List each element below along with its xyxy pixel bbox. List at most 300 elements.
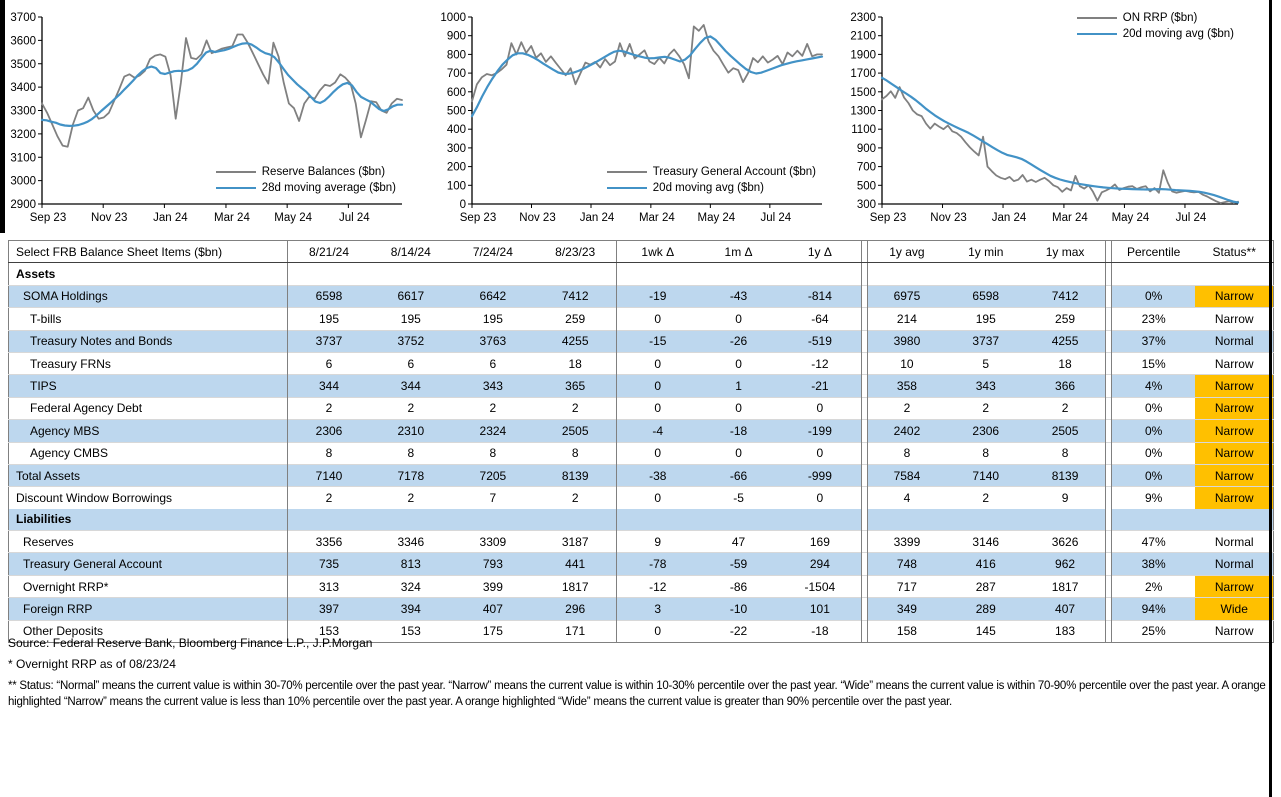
value-cell: 287	[946, 575, 1025, 597]
svg-text:200: 200	[446, 161, 466, 174]
value-cell: 18	[1025, 352, 1105, 374]
table-row	[9, 487, 1274, 509]
row-label: TIPS	[9, 375, 288, 397]
table-row	[9, 464, 1274, 486]
value-cell: 2	[1025, 397, 1105, 419]
value-cell: 145	[946, 620, 1025, 642]
value-cell: 4255	[1025, 330, 1105, 352]
value-cell: -814	[779, 285, 861, 307]
value-cell: 7178	[370, 464, 452, 486]
row-label: Treasury Notes and Bonds	[9, 330, 288, 352]
svg-text:1500: 1500	[850, 86, 876, 99]
svg-text:2900: 2900	[10, 199, 36, 211]
value-cell: 0	[779, 442, 861, 464]
svg-text:Nov 23: Nov 23	[519, 212, 556, 224]
table-header-row	[9, 241, 1274, 263]
legend-item	[216, 164, 396, 180]
status-badge: Narrow	[1195, 620, 1273, 642]
svg-text:1700: 1700	[850, 68, 876, 81]
value-cell: 1817	[534, 575, 617, 597]
row-label: Treasury General Account	[9, 553, 288, 575]
value-cell: 8	[370, 442, 452, 464]
value-cell: 153	[370, 620, 452, 642]
value-cell	[534, 263, 617, 285]
value-cell: 195	[946, 308, 1025, 330]
svg-text:Jan 24: Jan 24	[153, 212, 188, 224]
row-label: Agency CMBS	[9, 442, 288, 464]
value-cell: 3626	[1025, 531, 1105, 553]
value-cell: -12	[617, 575, 698, 597]
svg-text:2100: 2100	[850, 30, 876, 43]
column-header: 1m Δ	[698, 241, 779, 263]
table-row	[9, 352, 1274, 374]
svg-text:800: 800	[446, 49, 466, 62]
legend-item	[607, 180, 816, 196]
svg-text:Mar 24: Mar 24	[638, 212, 675, 224]
status-badge: Normal	[1195, 330, 1273, 352]
value-cell: 343	[946, 375, 1025, 397]
svg-text:3600: 3600	[10, 35, 36, 48]
table-row	[9, 308, 1274, 330]
value-cell: 441	[534, 553, 617, 575]
svg-text:500: 500	[856, 180, 876, 193]
value-cell	[867, 263, 946, 285]
status-badge: Narrow	[1195, 397, 1273, 419]
value-cell: 0	[698, 308, 779, 330]
value-cell: -519	[779, 330, 861, 352]
legend-label: 28d moving average ($bn)	[261, 182, 396, 194]
value-cell: 0	[779, 487, 861, 509]
value-cell: 214	[867, 308, 946, 330]
value-cell	[370, 509, 452, 531]
value-cell: -19	[617, 285, 698, 307]
svg-text:3000: 3000	[10, 175, 36, 188]
value-cell: 4255	[534, 330, 617, 352]
svg-text:3200: 3200	[10, 128, 36, 141]
value-cell	[867, 509, 946, 531]
value-cell: 0	[617, 620, 698, 642]
svg-text:Jul 24: Jul 24	[760, 212, 792, 224]
value-cell: 2306	[288, 420, 370, 442]
blue-line-swatch-icon	[607, 187, 647, 189]
percentile-cell: 47%	[1111, 531, 1195, 553]
column-header: Status**	[1195, 241, 1273, 263]
row-label: Liabilities	[9, 509, 288, 531]
column-header: 8/21/24	[288, 241, 370, 263]
legend-item	[607, 164, 816, 180]
table-row	[9, 375, 1274, 397]
value-cell: 1817	[1025, 575, 1105, 597]
row-label: Treasury FRNs	[9, 352, 288, 374]
value-cell: 1	[698, 375, 779, 397]
row-label: Foreign RRP	[9, 598, 288, 620]
column-header: Percentile	[1111, 241, 1195, 263]
row-label: Assets	[16, 267, 56, 282]
value-cell: 6617	[370, 285, 452, 307]
legend-label: Treasury General Account ($bn)	[652, 166, 816, 178]
legend-label: 20d moving avg ($bn)	[652, 182, 765, 194]
value-cell: 183	[1025, 620, 1105, 642]
value-cell: -64	[779, 308, 861, 330]
value-cell: -18	[779, 620, 861, 642]
svg-text:700: 700	[446, 68, 466, 81]
value-cell: 2	[288, 487, 370, 509]
value-cell: 3399	[867, 531, 946, 553]
value-cell: 2505	[534, 420, 617, 442]
status-badge: Narrow	[1195, 352, 1273, 374]
value-cell	[534, 509, 617, 531]
value-cell: 259	[534, 308, 617, 330]
svg-text:700: 700	[856, 161, 876, 174]
value-cell: -78	[617, 553, 698, 575]
value-cell: 8	[534, 442, 617, 464]
value-cell	[288, 263, 370, 285]
value-cell: 6975	[867, 285, 946, 307]
gray-line-swatch-icon	[1077, 17, 1117, 19]
value-cell: 9	[1025, 487, 1105, 509]
value-cell: 259	[1025, 308, 1105, 330]
value-cell: 344	[288, 375, 370, 397]
svg-text:1100: 1100	[851, 124, 876, 137]
value-cell: 8	[452, 442, 534, 464]
svg-text:May 24: May 24	[697, 212, 736, 224]
percentile-cell: 0%	[1111, 397, 1195, 419]
value-cell: -22	[698, 620, 779, 642]
value-cell: 349	[867, 598, 946, 620]
value-cell: 0	[617, 308, 698, 330]
value-cell: 0	[617, 487, 698, 509]
legend-item	[216, 180, 396, 196]
page-edge-artifact-right	[1269, 0, 1272, 797]
value-cell: -999	[779, 464, 861, 486]
value-cell: 2	[534, 487, 617, 509]
value-cell	[1025, 509, 1105, 531]
value-cell: 289	[946, 598, 1025, 620]
svg-text:1900: 1900	[850, 49, 876, 62]
value-cell: 0	[698, 352, 779, 374]
svg-text:3100: 3100	[10, 152, 36, 165]
row-label: Reserves	[9, 531, 288, 553]
balance-sheet-table	[8, 240, 1274, 643]
value-cell: 0	[698, 397, 779, 419]
value-cell: 2	[867, 397, 946, 419]
svg-text:300: 300	[446, 142, 466, 155]
value-cell: 294	[779, 553, 861, 575]
value-cell	[617, 263, 698, 285]
status-badge	[1195, 509, 1273, 531]
legend-label: Reserve Balances ($bn)	[261, 166, 386, 178]
status-badge: Narrow	[1195, 308, 1273, 330]
value-cell: 9	[617, 531, 698, 553]
column-header: 8/14/24	[370, 241, 452, 263]
value-cell: 6	[452, 352, 534, 374]
row-label: Discount Window Borrowings	[9, 487, 288, 509]
chart-legend	[1077, 10, 1234, 42]
value-cell: -21	[779, 375, 861, 397]
svg-text:Jul 24: Jul 24	[339, 212, 370, 224]
value-cell: 324	[370, 575, 452, 597]
value-cell: 7412	[534, 285, 617, 307]
value-cell: 2306	[946, 420, 1025, 442]
value-cell: 3763	[452, 330, 534, 352]
section-row	[9, 263, 1274, 285]
svg-text:Sep 23: Sep 23	[459, 212, 497, 224]
value-cell: 962	[1025, 553, 1105, 575]
svg-text:Nov 23: Nov 23	[90, 212, 128, 224]
section-row	[9, 509, 1274, 531]
svg-text:500: 500	[446, 105, 466, 118]
value-cell: 793	[452, 553, 534, 575]
value-cell: 153	[288, 620, 370, 642]
percentile-cell: 0%	[1111, 420, 1195, 442]
percentile-cell: 9%	[1111, 487, 1195, 509]
value-cell: 343	[452, 375, 534, 397]
legend-label: 20d moving avg ($bn)	[1122, 28, 1234, 40]
svg-text:Mar 24: Mar 24	[1052, 212, 1088, 224]
percentile-cell: 37%	[1111, 330, 1195, 352]
value-cell: 0	[698, 442, 779, 464]
status-badge: Normal	[1195, 531, 1273, 553]
table-row	[9, 330, 1274, 352]
svg-text:Jan 24: Jan 24	[579, 212, 615, 224]
table-row	[9, 598, 1274, 620]
svg-text:3400: 3400	[10, 82, 36, 95]
table-row	[9, 397, 1274, 419]
value-cell: 3346	[370, 531, 452, 553]
status-badge: Narrow	[1195, 442, 1273, 464]
value-cell: -43	[698, 285, 779, 307]
value-cell: 0	[617, 397, 698, 419]
percentile-cell: 4%	[1111, 375, 1195, 397]
value-cell: 171	[534, 620, 617, 642]
value-cell: 735	[288, 553, 370, 575]
value-cell: 344	[370, 375, 452, 397]
column-header: 1y avg	[867, 241, 946, 263]
value-cell: 0	[617, 442, 698, 464]
svg-text:2300: 2300	[850, 12, 876, 24]
table-row	[9, 420, 1274, 442]
value-cell: 813	[370, 553, 452, 575]
value-cell: 195	[452, 308, 534, 330]
legend-item	[1077, 10, 1234, 26]
footer-notes	[8, 636, 1270, 710]
value-cell: -12	[779, 352, 861, 374]
table-row	[9, 553, 1274, 575]
svg-text:May 24: May 24	[1111, 212, 1150, 224]
value-cell: 3980	[867, 330, 946, 352]
tga-plot	[436, 8, 828, 232]
table-row	[9, 285, 1274, 307]
value-cell	[946, 263, 1025, 285]
row-label: Overnight RRP*	[9, 575, 288, 597]
value-cell: 2	[946, 397, 1025, 419]
value-cell: 195	[288, 308, 370, 330]
value-cell: 7140	[946, 464, 1025, 486]
value-cell: -66	[698, 464, 779, 486]
value-cell: -18	[698, 420, 779, 442]
legend-item	[1077, 26, 1234, 42]
value-cell	[779, 509, 861, 531]
percentile-cell: 38%	[1111, 553, 1195, 575]
value-cell: 8139	[534, 464, 617, 486]
value-cell: 3737	[288, 330, 370, 352]
value-cell: 158	[867, 620, 946, 642]
percentile-cell: 0%	[1111, 285, 1195, 307]
value-cell	[288, 509, 370, 531]
svg-text:600: 600	[446, 86, 466, 99]
value-cell: 2	[534, 397, 617, 419]
value-cell: 7140	[288, 464, 370, 486]
status-badge: Narrow	[1195, 487, 1273, 509]
column-header: 1y max	[1025, 241, 1105, 263]
chart-legend	[607, 164, 816, 196]
svg-text:Sep 23: Sep 23	[29, 212, 67, 224]
value-cell: 3146	[946, 531, 1025, 553]
value-cell: 8139	[1025, 464, 1105, 486]
status-badge: Wide	[1195, 598, 1273, 620]
value-cell: 8	[946, 442, 1025, 464]
value-cell	[1025, 263, 1105, 285]
source-line: Source: Federal Reserve Bank, Bloomberg Finance L.P., J.P.Morgan	[8, 636, 373, 650]
value-cell: 7	[452, 487, 534, 509]
table-title: Select FRB Balance Sheet Items ($bn)	[9, 241, 288, 263]
value-cell	[370, 263, 452, 285]
value-cell	[946, 509, 1025, 531]
percentile-cell: 23%	[1111, 308, 1195, 330]
charts-row	[0, 0, 1281, 236]
row-label: Agency MBS	[9, 420, 288, 442]
value-cell: 0	[617, 375, 698, 397]
status-badge: Narrow	[1195, 575, 1273, 597]
value-cell: 6642	[452, 285, 534, 307]
value-cell: 748	[867, 553, 946, 575]
value-cell: 4	[867, 487, 946, 509]
value-cell: -10	[698, 598, 779, 620]
value-cell	[452, 509, 534, 531]
value-cell: 2	[370, 487, 452, 509]
value-cell: -1504	[779, 575, 861, 597]
value-cell: 6598	[288, 285, 370, 307]
percentile-cell: 2%	[1111, 575, 1195, 597]
value-cell: 0	[779, 397, 861, 419]
chart-reserve-balances	[6, 8, 408, 232]
value-cell: 407	[1025, 598, 1105, 620]
svg-text:900: 900	[446, 30, 466, 43]
value-cell: -26	[698, 330, 779, 352]
value-cell: -4	[617, 420, 698, 442]
value-cell: 2	[370, 397, 452, 419]
status-badge: Normal	[1195, 553, 1273, 575]
column-header: 7/24/24	[452, 241, 534, 263]
value-cell: 6	[370, 352, 452, 374]
percentile-cell: 15%	[1111, 352, 1195, 374]
value-cell: 8	[867, 442, 946, 464]
value-cell: 358	[867, 375, 946, 397]
value-cell: 2505	[1025, 420, 1105, 442]
value-cell: 3737	[946, 330, 1025, 352]
row-label: T-bills	[9, 308, 288, 330]
percentile-cell: 94%	[1111, 598, 1195, 620]
svg-text:Mar 24: Mar 24	[214, 212, 250, 224]
value-cell: 7584	[867, 464, 946, 486]
value-cell: 6	[288, 352, 370, 374]
value-cell: 313	[288, 575, 370, 597]
percentile-cell	[1111, 263, 1195, 285]
percentile-cell: 25%	[1111, 620, 1195, 642]
chart-treasury-general-account	[436, 8, 828, 232]
value-cell: 0	[617, 352, 698, 374]
value-cell: 7205	[452, 464, 534, 486]
value-cell: 399	[452, 575, 534, 597]
value-cell: 7412	[1025, 285, 1105, 307]
value-cell: -15	[617, 330, 698, 352]
value-cell: -59	[698, 553, 779, 575]
reserve-balances-plot	[6, 8, 408, 232]
value-cell: 365	[534, 375, 617, 397]
column-header: 1wk Δ	[617, 241, 698, 263]
svg-text:1000: 1000	[440, 12, 466, 24]
value-cell: 8	[288, 442, 370, 464]
value-cell: 2	[288, 397, 370, 419]
footnote-overnight-rrp: * Overnight RRP as of 08/23/24	[8, 657, 176, 671]
percentile-cell	[1111, 509, 1195, 531]
value-cell: 2	[946, 487, 1025, 509]
status-badge: Narrow	[1195, 375, 1273, 397]
row-label: SOMA Holdings	[9, 285, 288, 307]
page-edge-artifact-left	[0, 0, 5, 233]
value-cell: 394	[370, 598, 452, 620]
svg-text:300: 300	[856, 199, 876, 211]
chart-on-rrp	[846, 8, 1244, 232]
status-badge: Narrow	[1195, 285, 1273, 307]
svg-text:0: 0	[459, 199, 466, 211]
percentile-cell: 0%	[1111, 442, 1195, 464]
value-cell: 18	[534, 352, 617, 374]
status-badge: Narrow	[1195, 420, 1273, 442]
value-cell	[452, 263, 534, 285]
value-cell: 10	[867, 352, 946, 374]
value-cell: 3	[617, 598, 698, 620]
value-cell: 717	[867, 575, 946, 597]
svg-text:1300: 1300	[850, 105, 876, 118]
value-cell	[617, 509, 698, 531]
legend-label: ON RRP ($bn)	[1122, 12, 1198, 24]
value-cell: 2310	[370, 420, 452, 442]
gray-line-swatch-icon	[607, 171, 647, 173]
svg-text:Sep 23: Sep 23	[869, 212, 907, 224]
status-badge: Narrow	[1195, 464, 1273, 486]
status-badge	[1195, 263, 1273, 285]
percentile-cell: 0%	[1111, 464, 1195, 486]
value-cell: 2324	[452, 420, 534, 442]
value-cell	[698, 509, 779, 531]
svg-text:3500: 3500	[10, 58, 36, 71]
column-header: 1y min	[946, 241, 1025, 263]
value-cell: 3187	[534, 531, 617, 553]
value-cell: 8	[1025, 442, 1105, 464]
row-label: Federal Agency Debt	[9, 397, 288, 419]
svg-text:900: 900	[856, 142, 876, 155]
value-cell: 3309	[452, 531, 534, 553]
svg-text:Nov 23: Nov 23	[930, 212, 967, 224]
value-cell: 5	[946, 352, 1025, 374]
table-row	[9, 575, 1274, 597]
svg-text:May 24: May 24	[274, 212, 313, 224]
value-cell	[698, 263, 779, 285]
svg-text:100: 100	[446, 180, 466, 193]
value-cell: 47	[698, 531, 779, 553]
value-cell: 296	[534, 598, 617, 620]
